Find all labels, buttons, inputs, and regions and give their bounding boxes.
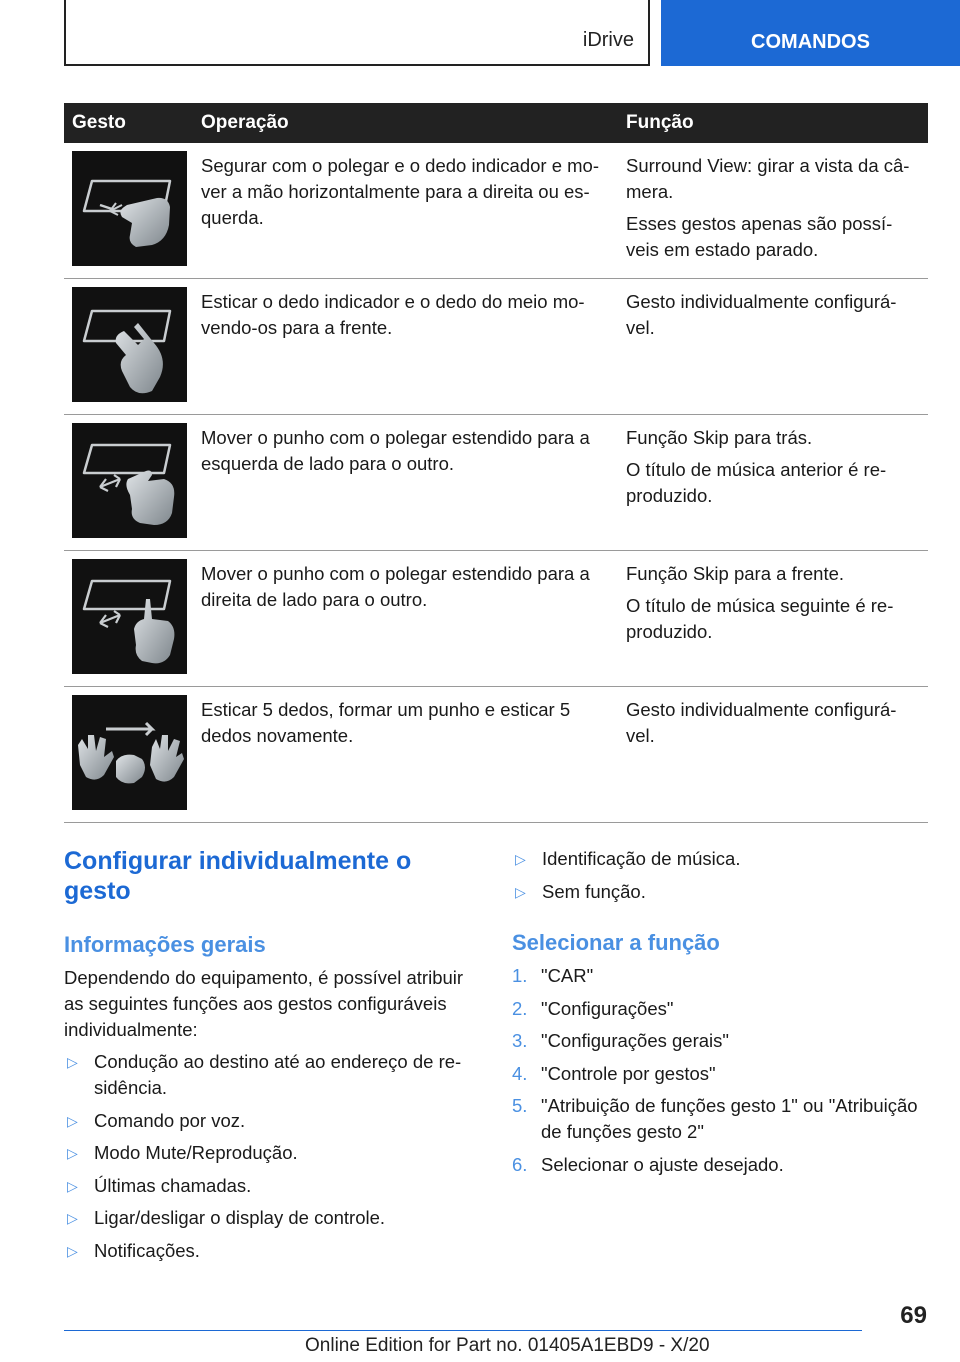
function-text: Função Skip para a frente. — [626, 563, 845, 584]
header-section-title: iDrive — [582, 29, 634, 51]
bullet-triangle-icon: ▷ — [515, 883, 526, 900]
footer-divider — [64, 1330, 862, 1331]
bullet-triangle-icon: ▷ — [67, 1210, 78, 1226]
table-header-function: Função — [626, 112, 694, 133]
list-item: 5. "Atribuição de funções gesto 1" ou "Atribuição de funções gesto 2" — [512, 1095, 918, 1142]
table-header-operation: Operação — [201, 112, 289, 133]
bullet-triangle-icon: ▷ — [67, 1242, 78, 1259]
gesture-open-fist-open-icon — [72, 695, 187, 810]
bullet-triangle-icon: ▷ — [67, 1054, 78, 1070]
table-row — [64, 279, 928, 415]
bullet-triangle-icon: ▷ — [67, 1177, 78, 1194]
table-header-gesture: Gesto — [72, 112, 126, 133]
table-row — [64, 687, 928, 823]
bullet-triangle-icon: ▷ — [515, 851, 526, 867]
function-text: Gesto individualmente configurá-vel. — [626, 291, 897, 338]
gesture-thumb-left-icon — [72, 423, 187, 538]
list-item: ▷ Identificação de música. — [512, 846, 928, 872]
gesture-two-finger-point-icon — [72, 287, 187, 402]
table-row — [64, 415, 928, 551]
page-number: 69 — [900, 1302, 927, 1329]
operation-text: Mover o punho com o polegar estendido para a esquerda de lado para o outro. — [201, 427, 590, 474]
list-item: ▷ Últimas chamadas. — [64, 1173, 484, 1199]
function-note: O título de música anterior é re-produzido. — [626, 459, 887, 506]
info-heading: Informações gerais — [64, 932, 266, 957]
gesture-table — [64, 103, 928, 823]
header-section-box — [64, 0, 650, 66]
list-item: 1. "CAR" — [512, 965, 594, 986]
list-item: 4. "Controle por gestos" — [512, 1062, 716, 1084]
list-item: ▷ Sem função. — [512, 879, 928, 905]
function-options-list-continued — [512, 846, 928, 911]
list-item: ▷ Notificações. — [64, 1238, 484, 1264]
list-item: 6. Selecionar o ajuste desejado. — [512, 1153, 784, 1175]
function-note: O título de música seguinte é re-produzido. — [626, 595, 894, 642]
list-item: ▷ Ligar/desligar o display de controle. — [64, 1205, 484, 1231]
list-item: 3. "Configurações gerais" — [512, 1030, 729, 1051]
gesture-pinch-rotate-icon — [72, 151, 187, 266]
function-options-list — [64, 1049, 484, 1270]
gesture-thumb-right-icon — [72, 559, 187, 674]
list-item: ▷ Modo Mute/Reprodução. — [64, 1140, 484, 1166]
list-item: ▷ Comando por voz. — [64, 1108, 484, 1134]
table-row — [64, 143, 928, 279]
operation-text: Esticar 5 dedos, formar um punho e esticar 5 dedos novamente. — [201, 699, 571, 746]
operation-text: Esticar o dedo indicador e o dedo do meio mo-vendo-os para a frente. — [201, 291, 585, 338]
operation-text: Mover o punho com o polegar estendido para a direita de lado para o outro. — [201, 563, 590, 610]
operation-text: Segurar com o polegar e o dedo indicador e mo-ver a mão horizontalmente para a direita ou es-querda. — [201, 155, 599, 228]
function-text: Função Skip para trás. — [626, 427, 813, 448]
function-text: Gesto individualmente configurá-vel. — [626, 699, 897, 746]
select-heading: Selecionar a função — [512, 930, 720, 955]
table-row — [64, 551, 928, 687]
function-note: Esses gestos apenas são possí-veis em estado parado. — [626, 213, 893, 260]
list-item: ▷ Condução ao destino até ao endereço de re-sidência. — [67, 1051, 462, 1098]
bullet-triangle-icon: ▷ — [67, 1112, 78, 1129]
list-item: 2. "Configurações" — [512, 997, 674, 1019]
header-chapter-tab: COMANDOS — [661, 0, 960, 66]
section-title: Configurar individualmente o gesto — [64, 847, 412, 905]
function-text: Surround View: girar a vista da câ-mera. — [626, 155, 910, 202]
footer-edition-text: Online Edition for Part no. 01405A1EBD9 - X/20 — [305, 1335, 710, 1356]
bullet-triangle-icon: ▷ — [67, 1145, 78, 1161]
table-header — [64, 103, 928, 143]
info-text: Dependendo do equipamento, é possível atribuir as seguintes funções aos gestos configuráveis individualmente: — [64, 967, 464, 1040]
steps-list — [512, 963, 928, 1184]
